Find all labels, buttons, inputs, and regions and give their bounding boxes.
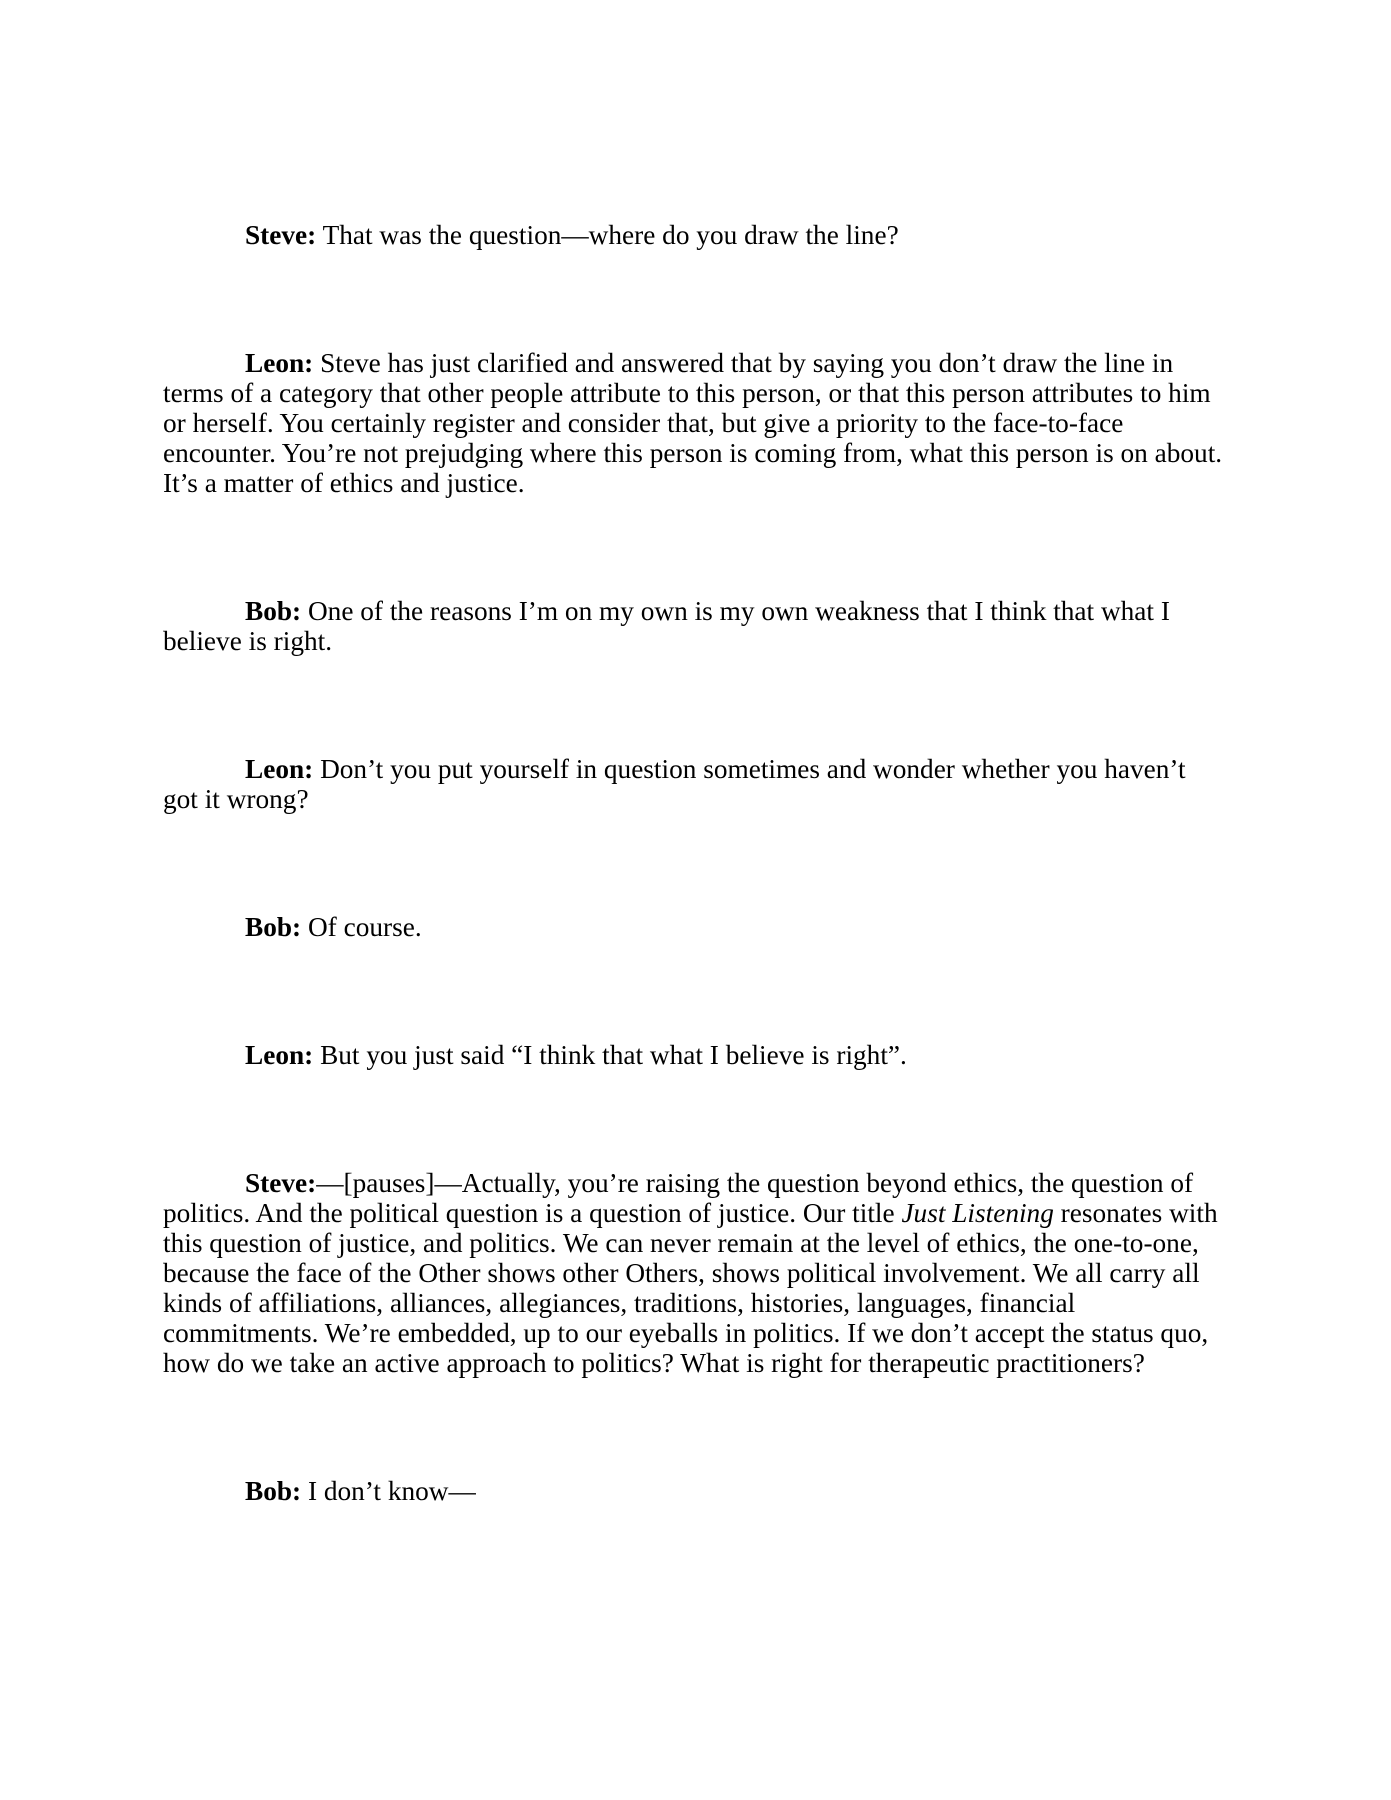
speech-text: resonates with this question of justice, and politics. We can never remain at the level of ethics, the one-to-one, because the face of the Other shows other Others, shows political involvement. We all carry all kinds of affiliations, alliances, allegiances, traditions, histories, languages, financial commitments. We’re embedded, up to our eyeballs in politics. If we don’t accept the status quo, how do we take an active approach to politics? What is right for therapeutic practitioners? xyxy=(163,1198,1218,1378)
speaker-label: Bob: xyxy=(245,596,302,626)
speech-text: That was the question—where do you draw the line? xyxy=(316,220,899,250)
speaker-label: Bob: xyxy=(245,1476,302,1506)
dialogue-paragraph xyxy=(163,1476,1227,1506)
transcript xyxy=(163,220,1227,1506)
speech-text: But you just said “I think that what I believe is right”. xyxy=(313,1040,907,1070)
speech-text: —[pauses]—Actually, you’re raising the question beyond ethics, the question of politics. And the political question is a question of justice. Our title xyxy=(163,1168,1194,1228)
book-title-italic: Just Listening xyxy=(901,1198,1054,1228)
dialogue-paragraph xyxy=(163,220,1227,250)
speaker-label: Leon: xyxy=(245,754,314,784)
speaker-label: Leon: xyxy=(245,348,314,378)
speech-text: I don’t know— xyxy=(301,1476,476,1506)
dialogue-paragraph xyxy=(163,912,1227,942)
speech-text: Of course. xyxy=(301,912,422,942)
speech-text: One of the reasons I’m on my own is my own weakness that I think that what I believe is right. xyxy=(163,596,1170,656)
speaker-label: Bob: xyxy=(245,912,302,942)
speaker-label: Steve: xyxy=(245,1168,317,1198)
speech-text: Don’t you put yourself in question sometimes and wonder whether you haven’t got it wrong? xyxy=(163,754,1186,814)
speaker-label: Leon: xyxy=(245,1040,314,1070)
dialogue-paragraph xyxy=(163,754,1227,814)
dialogue-paragraph xyxy=(163,1040,1227,1070)
dialogue-paragraph xyxy=(163,348,1227,498)
dialogue-paragraph xyxy=(163,596,1227,656)
speech-text: Steve has just clarified and answered that by saying you don’t draw the line in terms of a category that other people attribute to this person, or that this person attributes to him or herself. You certainly register and consider that, but give a priority to the face-to-face encounter. You’re not prejudging where this person is coming from, what this person is on about. It’s a matter of ethics and justice. xyxy=(163,348,1223,498)
dialogue-paragraph xyxy=(163,1168,1227,1378)
speaker-label: Steve: xyxy=(245,220,317,250)
